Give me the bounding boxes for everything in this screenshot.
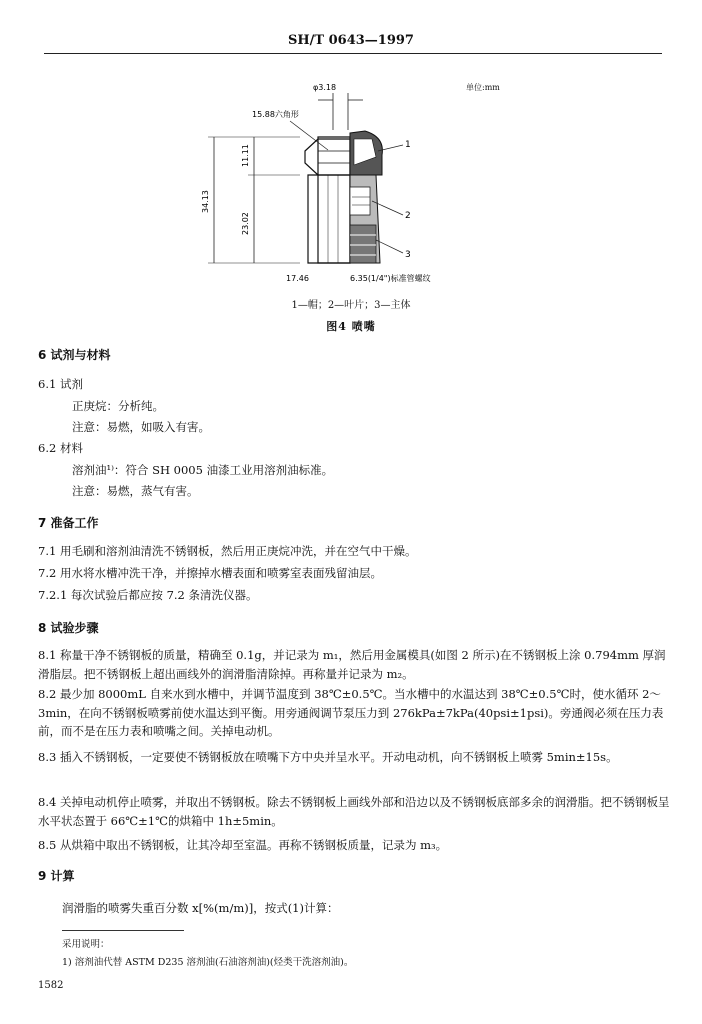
section-7-title: 7 准备工作 (38, 516, 99, 530)
callout-1: 1 (405, 140, 411, 150)
dim-total-height: 34.13 (201, 190, 210, 213)
section-7-1: 7.1 用毛刷和溶剂油清洗不锈钢板，然后用正庚烷冲洗，并在空气中干燥。 (38, 544, 417, 558)
section-9-text: 润滑脂的喷雾失重百分数 x[%(m/m)]，按式(1)计算： (62, 901, 339, 915)
figure-legend: 1—帽；2—叶片；3—主体 (291, 300, 411, 311)
dim-diameter: φ3.18 (313, 83, 337, 92)
footnote-rule (62, 930, 184, 931)
dim-upper: 11.11 (241, 144, 250, 167)
callout-2: 2 (405, 211, 411, 221)
section-8-1: 8.1 称量干净不锈钢板的质量，精确至 0.1g，并记录为 m₁，然后用金属模具(如图 2 所示)在不锈钢板上涂 0.794mm 厚润滑脂层。把不锈钢板上超出画线外的润滑脂清除掉。再称量并记录为 m₂。 (38, 648, 666, 681)
section-7-2: 7.2 用水将水槽冲洗干净，并擦掉水槽表面和喷雾室表面残留油层。 (38, 566, 382, 580)
section-8-5: 8.5 从烘箱中取出不锈钢板，让其冷却至室温。再称不锈钢板质量，记录为 m₃。 (38, 838, 448, 852)
dim-hex: 15.88六角形 (252, 110, 299, 119)
nozzle-figure (200, 75, 480, 285)
section-6-1-title: 6.1 试剂 (38, 377, 83, 391)
section-8-title: 8 试验步骤 (38, 621, 99, 635)
standard-code-header: SH/T 0643—1997 (288, 33, 414, 48)
section-6-1-note: 注意：易燃，如吸入有害。 (72, 420, 210, 434)
section-8-4: 8.4 关掉电动机停止喷雾，并取出不锈钢板。除去不锈钢板上画线外部和沿边以及不锈钢板底部多余的润滑脂。把不锈钢板呈水平状态置于 66℃±1℃的烘箱中 1h±5min。 (38, 795, 670, 828)
header-rule (44, 53, 662, 54)
section-6-2-note: 注意：易燃，蒸气有害。 (72, 484, 199, 498)
section-6-1-item: 正庚烷：分析纯。 (72, 399, 164, 413)
unit-label: 单位:mm (466, 83, 500, 92)
figure-caption: 图4 喷嘴 (326, 320, 376, 333)
section-6-title: 6 试剂与材料 (38, 348, 111, 362)
page-number: 1582 (38, 980, 64, 991)
section-8-2: 8.2 最少加 8000mL 自来水到水槽中，并调节温度到 38℃±0.5℃。当水槽中的水温达到 38℃±0.5℃时，使水循环 2～3min，在向不锈钢板喷雾前使水温达到平衡。用旁通阀调节泵压力到 276kPa±7kPa(40psi±1psi)。旁通阀必须在压力表前，而不是在压力表和喷嘴之间。关掉电动机。 (38, 687, 664, 738)
dim-lower: 23.02 (241, 212, 250, 235)
dim-thread: 6.35(1/4")标准管螺纹 (350, 274, 431, 283)
section-8-3: 8.3 插入不锈钢板，一定要使不锈钢板放在喷嘴下方中央并呈水平。开动电动机，向不锈钢板上喷雾 5min±15s。 (38, 750, 618, 764)
section-7-2-1: 7.2.1 每次试验后都应按 7.2 条清洗仪器。 (38, 588, 258, 602)
footnote-title: 采用说明： (62, 939, 110, 950)
section-6-2-title: 6.2 材料 (38, 441, 83, 455)
footnote-text: 1) 溶剂油代替 ASTM D235 溶剂油(石油溶剂油)(烃类干洗溶剂油)。 (62, 957, 354, 968)
section-9-title: 9 计算 (38, 869, 75, 883)
callout-3: 3 (405, 250, 411, 260)
section-6-2-item: 溶剂油¹⁾：符合 SH 0005 油漆工业用溶剂油标准。 (72, 463, 334, 477)
dim-bottom-width: 17.46 (286, 274, 309, 283)
